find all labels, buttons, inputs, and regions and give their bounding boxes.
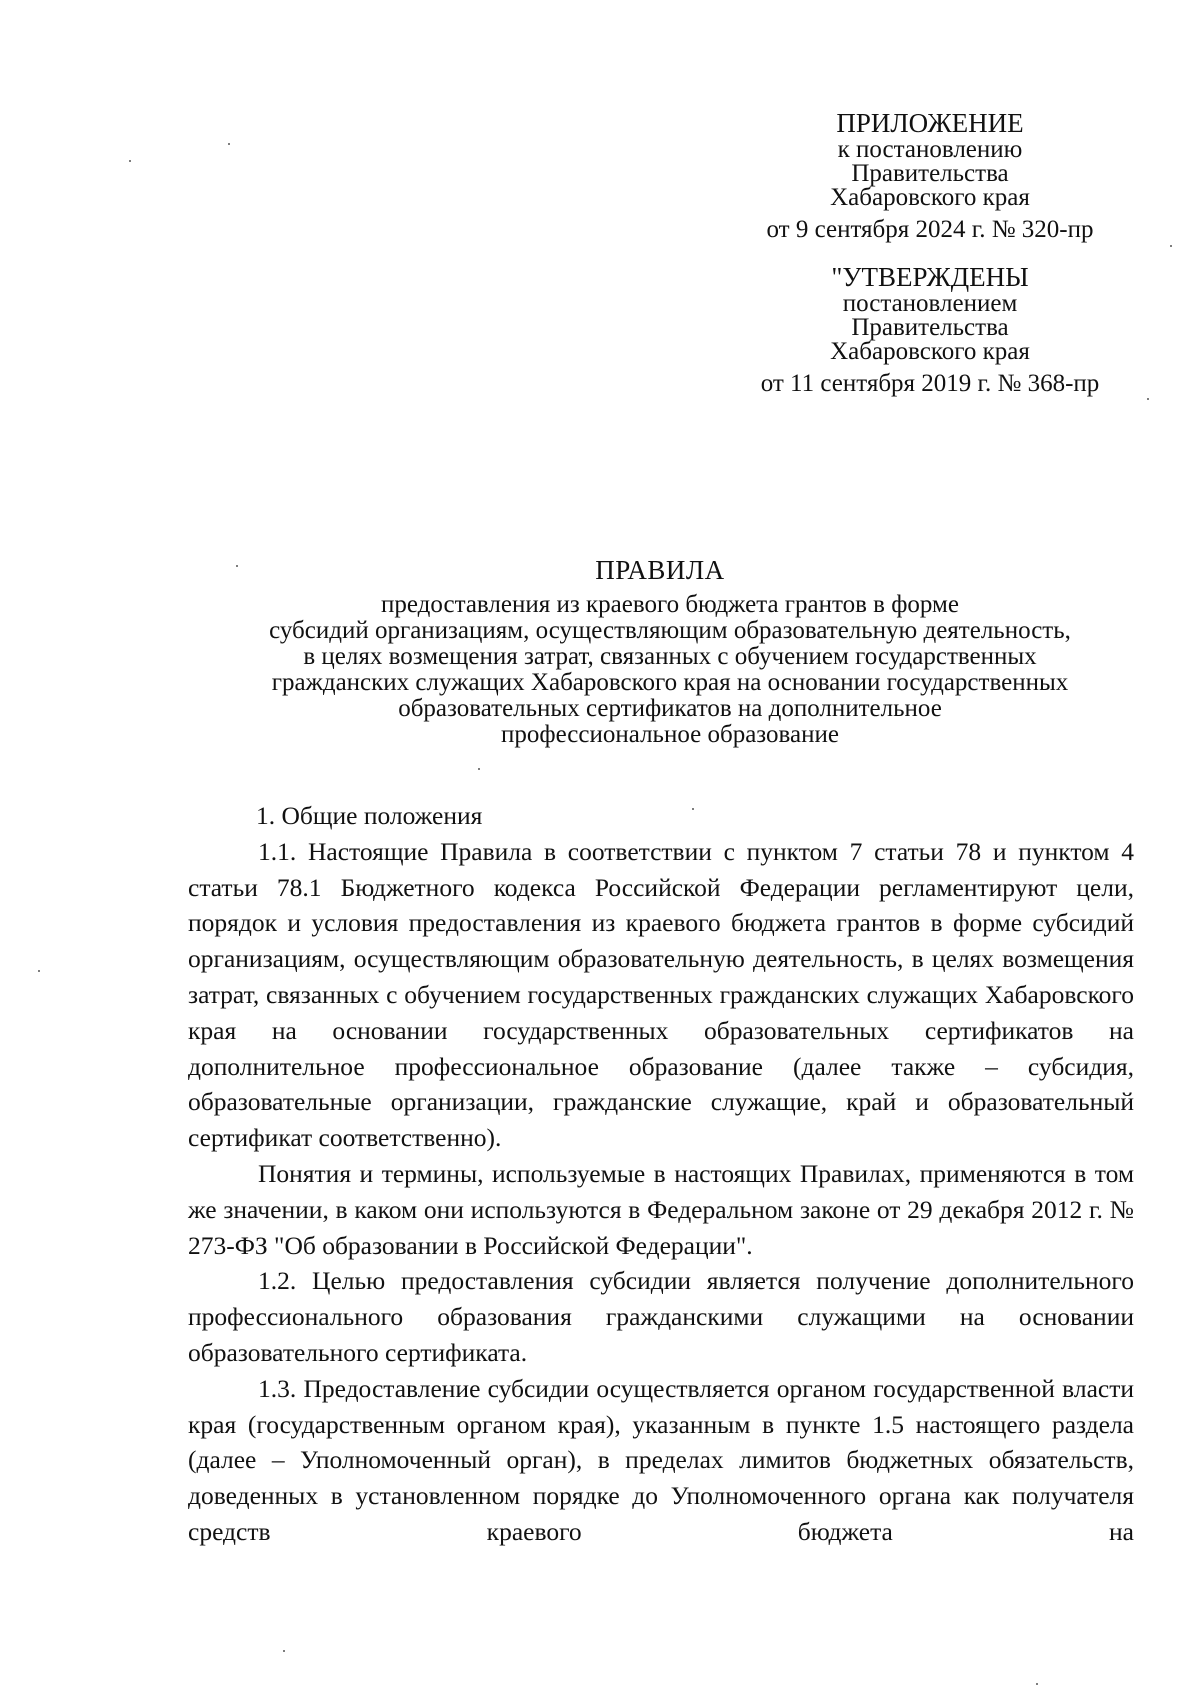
approved-title: "УТВЕРЖДЕНЫ xyxy=(831,262,1029,292)
annex-line-2: Правительства xyxy=(851,160,1009,187)
document-body xyxy=(188,798,1134,1550)
rules-subtitle xyxy=(170,592,1170,748)
annex-title: ПРИЛОЖЕНИЕ xyxy=(836,108,1024,138)
rules-title: ПРАВИЛА xyxy=(595,555,725,585)
annex-date: от 9 сентября 2024 г. № 320-пр xyxy=(766,216,1094,243)
approved-line-3: Хабаровского края xyxy=(830,338,1030,365)
subtitle-line: образовательных сертификатов на дополнительное xyxy=(398,695,942,722)
approved-line-1: постановлением xyxy=(842,290,1018,317)
subtitle-line: гражданских служащих Хабаровского края на основании государственных xyxy=(271,669,1069,696)
annex-line-1: к постановлению xyxy=(837,136,1023,163)
subtitle-line: субсидий организациям, осуществляющим образовательную деятельность, xyxy=(269,617,1071,644)
subtitle-line: предоставления из краевого бюджета грантов в форме xyxy=(381,591,959,618)
subtitle-line: профессиональное образование xyxy=(501,721,839,748)
approved-line-2: Правительства xyxy=(851,314,1009,341)
paragraph-1-3: 1.3. Предоставление субсидии осуществляется органом государственной власти края (государственным органом края), указанным в пункте 1.5 настоящего раздела (далее – Уполномоченный орган), в пределах лимитов бюджетных обязательств, доведенных в установленном порядке до Уполномоченного органа как получателя средств краевого бюджета на xyxy=(188,1373,1134,1546)
subtitle-line: в целях возмещения затрат, связанных с обучением государственных xyxy=(303,643,1037,670)
annex-header xyxy=(730,108,1130,396)
paragraph-1-1: 1.1. Настоящие Правила в соответствии с пунктом 7 статьи 78 и пунктом 4 статьи 78.1 Бюджетного кодекса Российской Федерации регламентируют цели, порядок и условия предоставления из краевого бюджета грантов в форме субсидий организациям, осуществляющим образовательную деятельность, в целях возмещения затрат, связанных с обучением государственных гражданских служащих Хабаровского края на основании государственных образовательных сертификатов на дополнительное профессиональное образование (далее также – субсидия, образовательные организации, гражданские служащие, край и образовательный сертификат соответственно). xyxy=(188,836,1134,1153)
annex-line-3: Хабаровского края xyxy=(830,184,1030,211)
paragraph-1-2: 1.2. Целью предоставления субсидии является получение дополнительного профессионального образования гражданскими служащими на основании образовательного сертификата. xyxy=(188,1266,1134,1367)
paragraph-1-1-terms: Понятия и термины, используемые в настоящих Правилах, применяются в том же значении, в каком они используются в Федеральном законе от 29 декабря 2012 г. № 273-ФЗ "Об образовании в Российской Федерации". xyxy=(188,1158,1134,1260)
approved-date: от 11 сентября 2019 г. № 368-пр xyxy=(760,370,1100,397)
section-heading: 1. Общие положения xyxy=(256,801,483,830)
